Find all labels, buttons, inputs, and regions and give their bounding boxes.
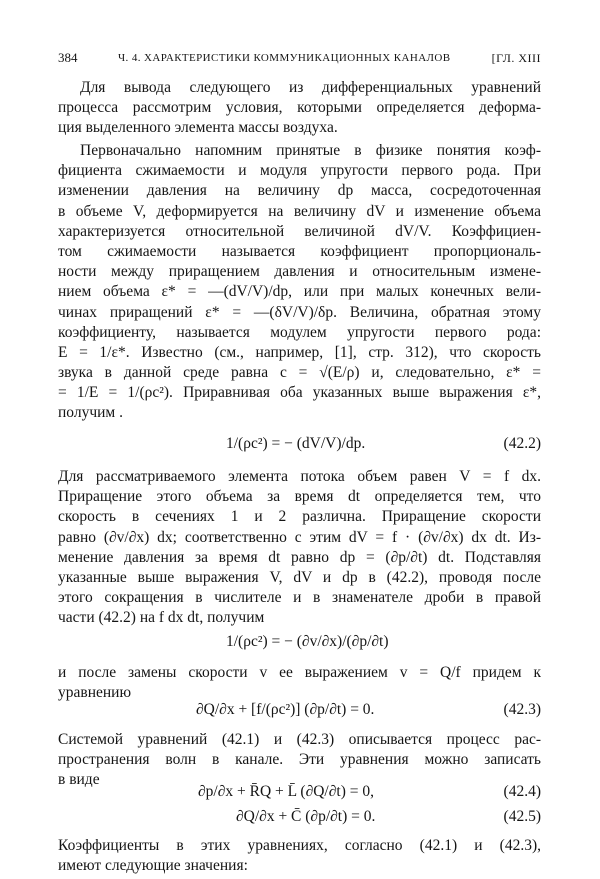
- text-line: нием объема ε* = —(dV/V)/dp, или при малых конечных вели-: [58, 283, 541, 301]
- equation-formula: ∂p/∂x + R̄Q + L̄ (∂Q/∂t) = 0,: [198, 783, 374, 800]
- text-line: этого сокращения в числителе и в знаменателе дроби в правой: [58, 589, 541, 607]
- text-line: коэффициенту, называется модулем упругости первого рода:: [58, 323, 541, 341]
- equation-formula: ∂Q/∂x + C̄ (∂p/∂t) = 0.: [236, 808, 376, 825]
- text-line: получим .: [58, 404, 123, 422]
- equation-formula: 1/(ρc²) = − (∂v/∂x)/(∂p/∂t): [226, 633, 389, 650]
- equation-number: (42.2): [503, 435, 541, 452]
- text-line: том сжимаемости называется коэффициент пропорциональ-: [58, 242, 541, 260]
- text-line: и после замены скорости v ее выражением v = Q/f придем к: [58, 664, 541, 681]
- paragraph-substitution: [58, 663, 541, 703]
- text-line: равно (∂v/∂x) dx; соответственно с этим dV = f · (∂v/∂x) dx dt. Из-: [58, 528, 541, 546]
- equation-42-2: [58, 435, 541, 455]
- paragraph-intro: [58, 78, 541, 139]
- text-line: части (42.2) на f dx dt, получим: [58, 609, 265, 627]
- text-line: чинах приращений ε* = —(δV/V)/δp. Величина, обратная этому: [58, 303, 541, 321]
- running-title: Ч. 4. ХАРАКТЕРИСТИКИ КОММУНИКАЦИОННЫХ КАНАЛОВ: [118, 52, 451, 64]
- text-line: в виде: [58, 771, 100, 789]
- text-line: = 1/E = 1/(ρc²). Приравнивая оба указанных выше выражения ε*,: [58, 384, 541, 402]
- text-line: процесса рассмотрим условия, которыми определяется деформа-: [58, 99, 541, 117]
- equation-42-4: [58, 783, 541, 803]
- text-line: имеют следующие значения:: [58, 857, 248, 875]
- text-line: ности между приращением давления и относительным измене-: [58, 263, 541, 281]
- text-line: Для рассматриваемого элемента потока объем равен V = f dx.: [58, 468, 541, 485]
- page-number: 384: [58, 50, 78, 65]
- text-line: указанные выше выражения V, dV и dp в (42.2), проводя после: [58, 568, 541, 586]
- paragraph-coefficients: [58, 836, 541, 876]
- paragraph-compressibility: [58, 141, 541, 424]
- text-line: звука в данной среде равна c = √(E/ρ) и, следовательно, ε* =: [58, 364, 541, 382]
- equation-formula: 1/(ρc²) = − (dV/V)/dp.: [226, 435, 366, 452]
- text-line: Для вывода следующего из дифференциальных уравнений: [80, 79, 541, 96]
- text-line: уравнению: [58, 684, 132, 702]
- equation-number: (42.3): [503, 701, 541, 718]
- text-line: менение давления за время dt равно dp = (∂p/∂t) dt. Подставляя: [58, 548, 541, 566]
- equation-intermediate: [58, 633, 541, 653]
- text-line: Коэффициенты в этих уравнениях, согласно (42.1) и (42.3),: [58, 837, 541, 854]
- paragraph-system: [58, 730, 541, 791]
- text-line: E = 1/ε*. Известно (см., например, [1], стр. 312), что скорость: [58, 343, 541, 361]
- equation-number: (42.5): [503, 808, 541, 825]
- text-line: Системой уравнений (42.1) и (42.3) описывается процесс рас-: [58, 731, 541, 748]
- chapter-label: [ГЛ. XIII: [491, 51, 541, 65]
- equation-42-5: [58, 808, 541, 828]
- text-line: изменении давления на величину dp масса, сосредоточенная: [58, 182, 541, 200]
- equation-number: (42.4): [503, 783, 541, 800]
- text-line: в объеме V, деформируется на величину dV и изменение объема: [58, 202, 541, 220]
- equation-42-3: [58, 701, 541, 721]
- text-line: скорость в сечениях 1 и 2 различна. Приращение скорости: [58, 508, 541, 526]
- equation-formula: ∂Q/∂x + [f/(ρc²)] (∂p/∂t) = 0.: [196, 701, 375, 718]
- running-header: [58, 50, 541, 70]
- text-line: фициента сжимаемости и модуля упругости первого рода. При: [58, 162, 541, 180]
- text-line: пространения волн в канале. Эти уравнения можно записать: [58, 751, 541, 769]
- text-line: характеризуется относительной величиной dV/V. Коэффициен-: [58, 222, 541, 240]
- text-line: Приращение этого объема за время dt определяется тем, что: [58, 488, 541, 506]
- text-line: ция выделенного элемента массы воздуха.: [58, 119, 338, 137]
- paragraph-flow-element: [58, 467, 541, 629]
- text-line: Первоначально напомним принятые в физике понятия коэф-: [80, 142, 541, 159]
